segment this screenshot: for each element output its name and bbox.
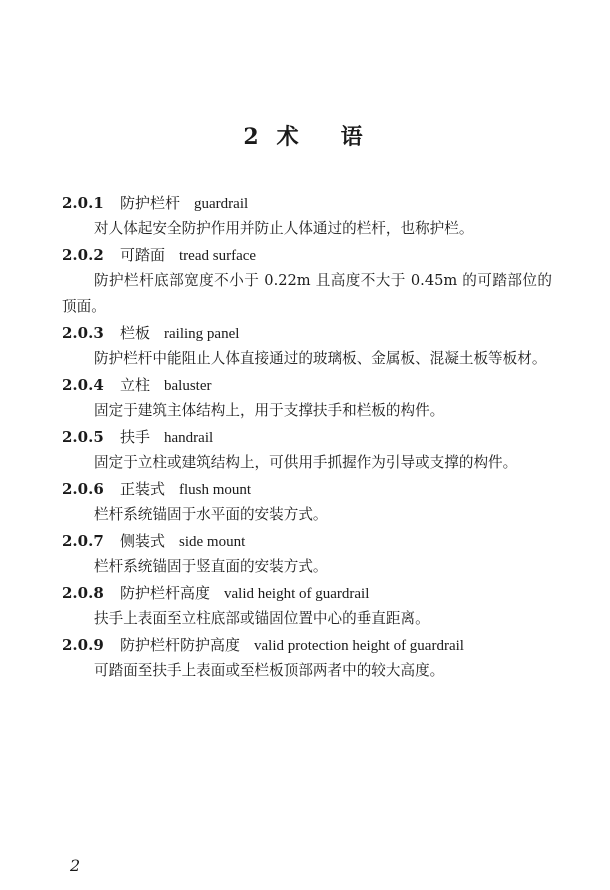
term-entry (62, 320, 552, 372)
term-entry (62, 190, 552, 242)
term-english: flush mount (179, 482, 252, 498)
term-chinese: 立柱 (120, 376, 151, 394)
term-entry (62, 476, 552, 528)
term-definition: 对人体起安全防护作用并防止人体通过的栏杆，也称护栏。 (94, 220, 474, 237)
term-heading (62, 190, 552, 216)
term-heading (62, 580, 552, 606)
term-heading (62, 424, 552, 450)
term-heading (62, 632, 552, 658)
term-chinese: 扶手 (120, 428, 151, 446)
term-entry (62, 242, 552, 320)
term-english: baluster (164, 378, 212, 394)
chapter-title (0, 120, 610, 151)
term-english: railing panel (164, 326, 240, 342)
term-chinese: 栏板 (120, 324, 151, 342)
term-english: side mount (179, 534, 246, 550)
term-chinese: 防护栏杆 (120, 194, 181, 212)
term-definition: 栏杆系统锚固于竖直面的安装方式。 (94, 558, 328, 575)
term-entry (62, 528, 552, 580)
term-english: guardrail (194, 196, 249, 212)
term-number: 2.0.3 (62, 324, 104, 342)
page-number: 2 (70, 856, 81, 875)
term-entry (62, 580, 552, 632)
term-number: 2.0.9 (62, 636, 104, 654)
term-number: 2.0.1 (62, 194, 104, 212)
term-heading (62, 476, 552, 502)
chapter-number: 2 (243, 124, 259, 150)
term-definition: 防护栏杆底部宽度不小于 0.22m 且高度不大于 0.45m 的可踏部位的顶面。 (62, 272, 552, 315)
term-definition: 固定于建筑主体结构上，用于支撑扶手和栏板的构件。 (94, 402, 445, 419)
term-heading (62, 242, 552, 268)
term-entry (62, 424, 552, 476)
term-entry (62, 632, 552, 684)
term-number: 2.0.2 (62, 246, 104, 264)
term-definition: 可踏面至扶手上表面或至栏板顶部两者中的较大高度。 (94, 662, 445, 679)
term-definition: 扶手上表面至立柱底部或锚固位置中心的垂直距离。 (94, 610, 430, 627)
term-definition: 防护栏杆中能阻止人体直接通过的玻璃板、金属板、混凝土板等板材。 (94, 350, 547, 367)
chapter-title-char-2: 语 (340, 124, 363, 150)
term-number: 2.0.6 (62, 480, 104, 498)
term-number: 2.0.4 (62, 376, 104, 394)
term-chinese: 正装式 (120, 480, 166, 498)
term-english: valid protection height of guardrail (254, 638, 464, 654)
term-english: tread surface (179, 248, 257, 264)
term-chinese: 可踏面 (120, 246, 166, 264)
term-definition: 固定于立柱或建筑结构上，可供用手抓握作为引导或支撑的构件。 (94, 454, 518, 471)
term-english: valid height of guardrail (224, 586, 370, 602)
term-definition: 栏杆系统锚固于水平面的安装方式。 (94, 506, 328, 523)
term-english: handrail (164, 430, 214, 446)
term-chinese: 防护栏杆高度 (120, 584, 211, 602)
term-number: 2.0.5 (62, 428, 104, 446)
term-number: 2.0.7 (62, 532, 104, 550)
terms-list (62, 190, 552, 684)
chapter-title-char-1: 术 (276, 124, 299, 150)
term-chinese: 侧装式 (120, 532, 166, 550)
term-heading (62, 372, 552, 398)
term-number: 2.0.8 (62, 584, 104, 602)
term-heading (62, 528, 552, 554)
term-heading (62, 320, 552, 346)
term-entry (62, 372, 552, 424)
term-chinese: 防护栏杆防护高度 (120, 636, 241, 654)
